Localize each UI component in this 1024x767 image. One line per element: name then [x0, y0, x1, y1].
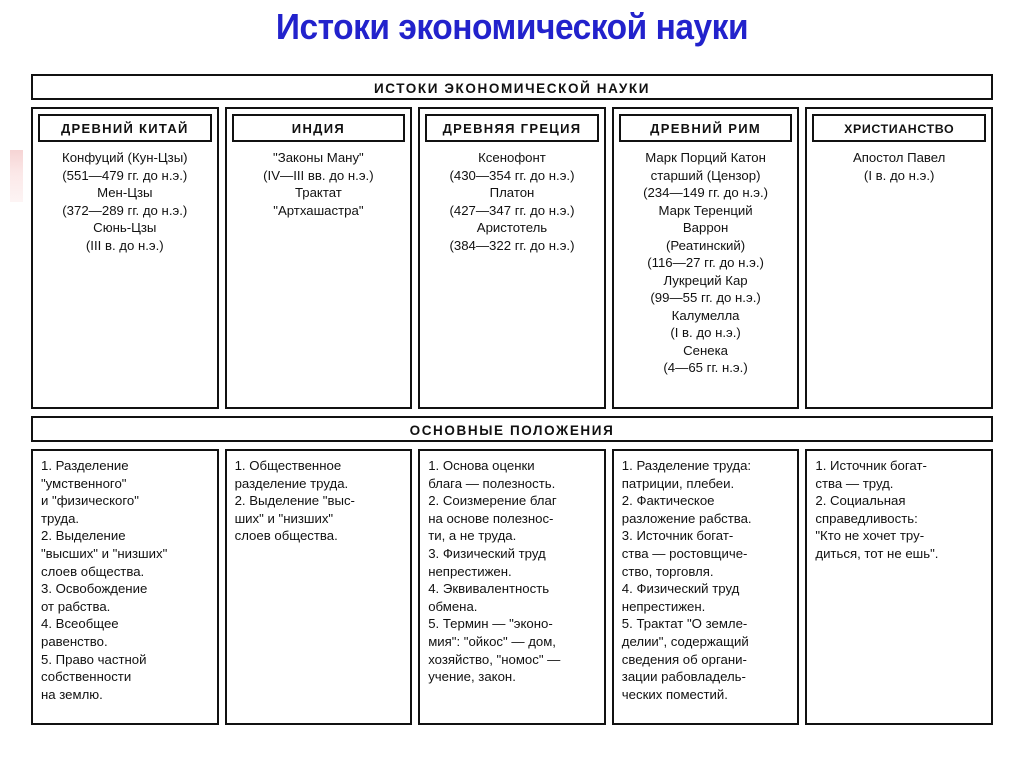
proposition-line: "умственного"	[41, 475, 127, 491]
proposition-line: диться, тот не ешь".	[815, 545, 939, 561]
proposition-line: 1. Разделение труда:	[621, 458, 752, 473]
proposition-line: на землю.	[41, 686, 103, 702]
source-column-ancient-china	[31, 107, 219, 409]
source-line: (430—354 гг. до н.э.)	[449, 167, 575, 183]
proposition-line: слоев общества.	[234, 528, 338, 544]
proposition-line: патриции, плебеи.	[621, 475, 735, 491]
column-header: ИНДИЯ	[232, 114, 406, 142]
source-line: Калумелла	[671, 307, 740, 323]
proposition-line: разделение труда.	[234, 475, 349, 491]
source-list	[619, 149, 793, 403]
proposition-line: и "физического"	[41, 493, 139, 509]
page-title: Истоки экономической науки	[275, 6, 749, 47]
proposition-line: ших" и "низших"	[234, 510, 334, 526]
proposition-line: ства — ростовщиче-	[621, 545, 748, 561]
proposition-line: 1. Разделение	[41, 458, 129, 473]
proposition-line: ство, торговля.	[621, 563, 714, 579]
source-line: Платон	[489, 185, 535, 200]
proposition-line: 3. Освобождение	[41, 581, 148, 597]
source-column-ancient-rome	[612, 107, 800, 409]
source-list	[232, 149, 406, 403]
proposition-line: слоев общества.	[41, 563, 145, 579]
proposition-line: 5. Термин — "эконо-	[428, 616, 553, 632]
proposition-line: 3. Источник богат-	[621, 528, 734, 544]
source-line: (IV—III вв. до н.э.)	[263, 167, 374, 183]
proposition-line: 5. Право частной	[41, 651, 147, 667]
source-line: (116—27 гг. до н.э.)	[647, 255, 764, 270]
proposition-line: непрестижен.	[621, 598, 706, 614]
proposition-line: 2. Выделение "выс-	[234, 493, 355, 509]
proposition-line: делии", содержащий	[621, 633, 749, 649]
column-header: ДРЕВНИЙ КИТАЙ	[38, 114, 212, 142]
table-banner-propositions: ОСНОВНЫЕ ПОЛОЖЕНИЯ	[31, 416, 993, 442]
proposition-column-india	[225, 449, 413, 725]
proposition-line: "высших" и "низших"	[41, 545, 168, 561]
source-line: Марк Порций Катон	[645, 150, 766, 165]
source-line: (234—149 гг. до н.э.)	[643, 185, 769, 200]
source-line: (III в. до н.э.)	[85, 237, 164, 253]
proposition-line: ти, а не труда.	[428, 528, 517, 544]
source-line: (551—479 гг. до н.э.)	[62, 167, 188, 183]
source-column-christianity	[805, 107, 993, 409]
column-header: ДРЕВНЯЯ ГРЕЦИЯ	[425, 114, 599, 142]
proposition-line: непрестижен.	[428, 563, 512, 579]
proposition-line: 1. Общественное	[234, 458, 342, 473]
source-line: Аристотель	[476, 220, 548, 235]
proposition-list	[235, 457, 407, 545]
proposition-line: учение, закон.	[428, 669, 516, 685]
proposition-line: 3. Физический труд	[428, 545, 546, 561]
proposition-column-christianity	[805, 449, 993, 725]
table-banner-sources: ИСТОКИ ЭКОНОМИЧЕСКОЙ НАУКИ	[31, 74, 993, 100]
proposition-line: от рабства.	[41, 598, 111, 614]
proposition-line: собственности	[41, 669, 132, 685]
proposition-line: справедливость:	[815, 510, 918, 526]
proposition-line: обмена.	[428, 598, 478, 614]
scan-artifact	[10, 150, 23, 202]
source-line: Сюнь-Цзы	[93, 220, 157, 235]
source-line: Лукреций Кар	[663, 272, 748, 288]
source-line: Мен-Цзы	[97, 185, 153, 200]
proposition-line: равенство.	[41, 633, 108, 649]
proposition-line: "Кто не хочет тру-	[815, 528, 925, 544]
proposition-column-ancient-china	[31, 449, 219, 725]
proposition-line: ческих поместий.	[621, 686, 728, 702]
column-header: ДРЕВНИЙ РИМ	[619, 114, 793, 142]
proposition-line: блага — полезность.	[428, 475, 556, 491]
proposition-line: 1. Источник богат-	[815, 458, 927, 473]
source-line: Апостол Павел	[852, 150, 946, 165]
proposition-line: сведения об органи-	[621, 651, 747, 667]
source-line: "Артхашастра"	[273, 202, 364, 218]
proposition-line: на основе полезнос-	[428, 510, 554, 526]
source-list	[425, 149, 599, 403]
source-line: (I в. до н.э.)	[863, 167, 935, 183]
proposition-line: зации рабовладель-	[621, 669, 746, 685]
sources-row	[31, 107, 993, 409]
source-list	[812, 149, 986, 403]
source-line: Сенека	[683, 342, 729, 358]
source-line: "Законы Ману"	[273, 150, 364, 165]
proposition-line: мия": "ойкос" — дом,	[428, 633, 556, 649]
source-column-india	[225, 107, 413, 409]
proposition-line: 2. Социальная	[815, 493, 906, 509]
source-line: (99—55 гг. до н.э.)	[650, 290, 761, 305]
origins-table	[31, 74, 993, 725]
source-line: (427—347 гг. до н.э.)	[449, 202, 575, 218]
column-header: ХРИСТИАНСТВО	[812, 114, 986, 142]
proposition-line: 2. Соизмерение благ	[428, 493, 557, 509]
proposition-line: 2. Фактическое	[621, 493, 715, 509]
proposition-line: разложение рабства.	[621, 510, 752, 526]
propositions-row	[31, 449, 993, 725]
source-line: Трактат	[294, 185, 342, 200]
source-line: (I в. до н.э.)	[670, 325, 741, 340]
proposition-column-ancient-rome	[612, 449, 800, 725]
source-line: Конфуций (Кун-Цзы)	[62, 150, 188, 165]
proposition-column-ancient-greece	[418, 449, 606, 725]
proposition-line: 5. Трактат "О земле-	[621, 616, 748, 632]
proposition-line: 1. Основа оценки	[428, 458, 535, 473]
source-line: Варрон	[682, 220, 729, 235]
proposition-list	[428, 457, 600, 686]
source-line: старший (Цензор)	[650, 167, 761, 183]
source-list	[38, 149, 212, 403]
proposition-line: 2. Выделение	[41, 528, 126, 544]
source-line: Ксенофонт	[478, 150, 546, 165]
proposition-line: 4. Эквивалентность	[428, 581, 550, 597]
proposition-list	[815, 457, 987, 563]
proposition-line: 4. Всеобщее	[41, 616, 119, 632]
source-line: Марк Теренций	[658, 202, 753, 218]
source-line: (Реатинский)	[665, 237, 746, 253]
source-line: (4—65 гг. н.э.)	[663, 360, 748, 375]
proposition-list	[41, 457, 213, 703]
proposition-line: труда.	[41, 510, 80, 526]
source-line: (372—289 гг. до н.э.)	[62, 202, 188, 218]
source-line: (384—322 гг. до н.э.)	[449, 237, 575, 253]
proposition-list	[622, 457, 794, 703]
proposition-line: ства — труд.	[815, 475, 894, 491]
proposition-line: 4. Физический труд	[621, 581, 740, 597]
source-column-ancient-greece	[418, 107, 606, 409]
proposition-line: хозяйство, "номос" —	[428, 651, 561, 667]
